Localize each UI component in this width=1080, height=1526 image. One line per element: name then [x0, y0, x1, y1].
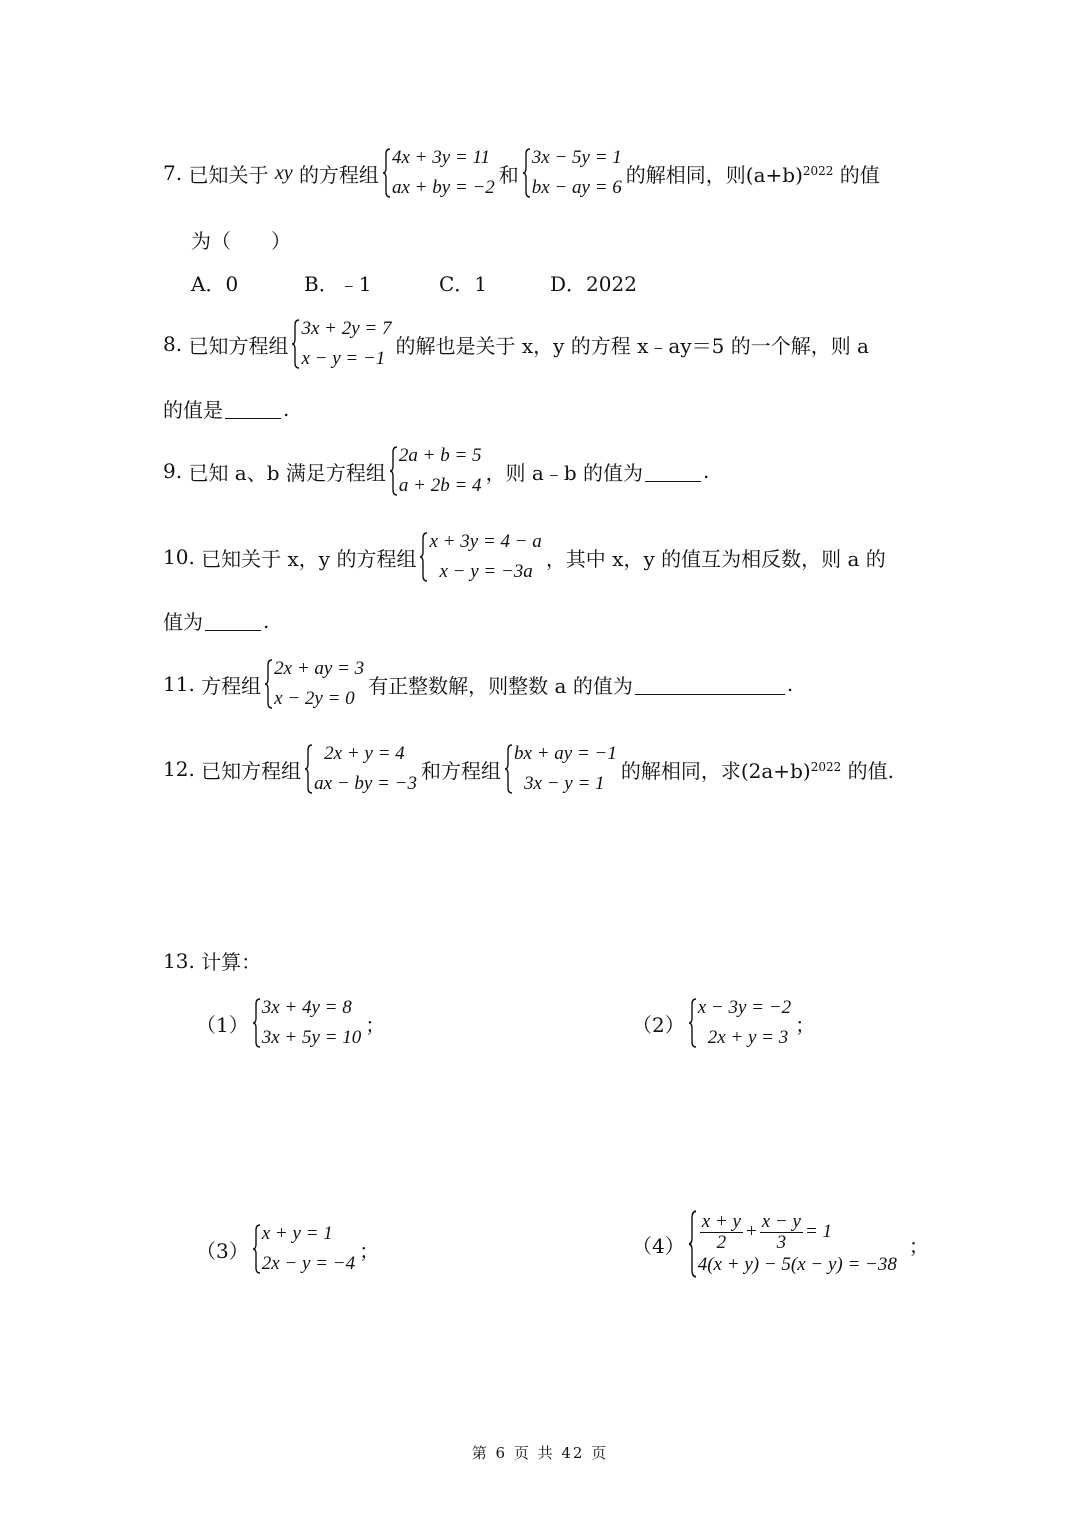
equation: ax − by = −3: [314, 773, 418, 794]
question-text: .: [263, 608, 270, 633]
brace-icon: [688, 1210, 697, 1278]
option-b: B．﹣1: [304, 272, 372, 296]
question-13: [163, 946, 261, 975]
question-text: 的值.: [847, 758, 894, 783]
question-text: 已知方程组: [188, 333, 289, 358]
equation: 2x + ay = 3: [274, 658, 365, 679]
question-number: 13.: [163, 948, 195, 973]
equation-system: [688, 993, 791, 1053]
question-number: 12.: [163, 757, 195, 781]
fraction: [700, 1212, 743, 1253]
subproblem-label: （4）: [632, 1233, 685, 1258]
equation: 3x + 5y = 10: [261, 1027, 362, 1048]
answer-blank: [205, 610, 261, 631]
equation-system: [264, 654, 364, 714]
question-text: 方程组: [201, 673, 262, 698]
subproblem-label: （3）: [196, 1238, 249, 1263]
equation-system: [504, 739, 617, 799]
brace-icon: [382, 148, 391, 198]
brace-icon: [252, 1224, 261, 1274]
punctuation: ；: [359, 1238, 380, 1263]
option-a: A．0: [191, 272, 239, 296]
equation-system: [252, 993, 362, 1053]
equation-system: [382, 143, 495, 203]
question-text: 计算：: [201, 950, 262, 974]
equation: x + 3y = 4 − a: [429, 531, 542, 552]
subproblem-2: [632, 993, 815, 1053]
question-text: 值为: [163, 610, 203, 634]
equation: 3x − 5y = 1: [531, 147, 622, 168]
equation-system: [252, 1219, 355, 1279]
equation: 4x + 3y = 11: [391, 147, 491, 168]
question-number: 9.: [163, 459, 183, 483]
question-text: 和方程组: [421, 758, 502, 783]
operator: +: [744, 1221, 758, 1242]
question-9: [163, 441, 709, 501]
option-d: D．2022: [550, 272, 637, 296]
equation: bx + ay = −1: [514, 743, 617, 764]
question-text: 的解也是关于 x，y 的方程 x﹣ay＝5 的一个解，则 a: [395, 333, 869, 358]
equation: bx − ay = 6: [531, 177, 622, 198]
question-text: 的解相同，则(a+b): [625, 162, 803, 187]
equation: x − y = −3a: [439, 561, 533, 582]
brace-icon: [264, 659, 273, 709]
question-text: .: [703, 459, 710, 483]
equation: x − 3y = −2: [697, 997, 792, 1018]
question-7: [163, 143, 880, 203]
brace-icon: [304, 744, 313, 794]
numerator: x − y: [761, 1210, 801, 1232]
question-text: ，其中 x，y 的值互为相反数，则 a 的: [545, 546, 886, 571]
answer-blank: [645, 461, 701, 482]
question-text: 有正整数解，则整数 a 的值为: [368, 673, 633, 698]
equation: x − y = −1: [301, 348, 386, 369]
question-text: 的解相同，求(2a+b): [620, 758, 811, 783]
question-number: 11.: [163, 672, 195, 696]
question-text: 已知关于 x，y 的方程组: [201, 546, 417, 571]
equation-system: [389, 441, 482, 501]
question-10-cont: [163, 606, 269, 635]
punctuation: ；: [365, 1012, 386, 1037]
subproblem-3: [196, 1219, 379, 1279]
punctuation: ；: [908, 1233, 929, 1258]
question-text: 的值: [839, 162, 880, 187]
equation: 2x + y = 4: [324, 743, 405, 764]
equation: ax + by = −2: [391, 177, 495, 198]
fraction: [760, 1212, 803, 1253]
equation: x − 2y = 0: [274, 688, 355, 709]
brace-icon: [291, 319, 300, 369]
question-text: 的值是: [163, 398, 223, 422]
exponent: 2022: [802, 164, 834, 178]
question-11: [163, 654, 793, 714]
question-text: 的方程组: [298, 162, 379, 187]
equation-system: [522, 143, 622, 203]
equation: a + 2b = 4: [398, 475, 482, 496]
question-text: 为（ ）: [191, 229, 291, 253]
question-10: [163, 527, 886, 587]
question-8-cont: [163, 394, 289, 423]
punctuation: ；: [795, 1012, 816, 1037]
subproblem-1: [196, 993, 385, 1053]
question-8: [163, 314, 869, 374]
equation-rhs: = 1: [804, 1221, 833, 1242]
equation: 3x + 4y = 8: [261, 997, 352, 1018]
brace-icon: [688, 998, 697, 1048]
question-number: 10.: [163, 545, 195, 569]
variable: xy: [274, 161, 293, 184]
brace-icon: [522, 148, 531, 198]
question-text: 和: [498, 162, 519, 187]
denominator: 3: [776, 1231, 787, 1253]
subproblem-label: （1）: [196, 1012, 249, 1037]
equation: 4(x + y) − 5(x − y) = −38: [697, 1253, 897, 1275]
brace-icon: [419, 532, 428, 582]
question-12: [163, 739, 894, 799]
question-text: ，则 a﹣b 的值为: [485, 460, 644, 485]
question-text: 已知 a、b 满足方程组: [188, 460, 386, 485]
page-number-footer: 第 6 页 共 42 页: [471, 1444, 609, 1462]
equation: 3x + 2y = 7: [301, 318, 392, 339]
question-text: .: [283, 396, 290, 421]
equation: 2a + b = 5: [398, 445, 482, 466]
equation-system: [304, 739, 417, 799]
equation-system: [688, 1210, 897, 1278]
equation: x + y = 1: [261, 1223, 333, 1244]
subproblem-label: （2）: [632, 1012, 685, 1037]
equation: 2x + y = 3: [707, 1027, 789, 1048]
brace-icon: [389, 446, 398, 496]
brace-icon: [504, 744, 513, 794]
question-text: .: [786, 672, 794, 696]
answer-blank: [635, 674, 785, 695]
question-text: 已知关于: [188, 162, 269, 187]
brace-icon: [252, 998, 261, 1048]
denominator: 2: [716, 1231, 727, 1253]
option-c: C．1: [439, 272, 488, 296]
fraction-equation: [698, 1212, 897, 1253]
question-number: 7.: [163, 161, 183, 185]
exponent: 2022: [810, 760, 842, 774]
equation: 3x − y = 1: [524, 773, 605, 794]
answer-blank: [225, 398, 281, 419]
question-text: 已知方程组: [201, 758, 302, 783]
numerator: x + y: [701, 1210, 741, 1232]
equation: 2x − y = −4: [261, 1253, 356, 1274]
question-number: 8.: [163, 332, 183, 356]
equation-system: [419, 527, 541, 587]
equation-system: [291, 314, 391, 374]
question-7-cont: [191, 225, 291, 254]
subproblem-4: [632, 1210, 929, 1278]
